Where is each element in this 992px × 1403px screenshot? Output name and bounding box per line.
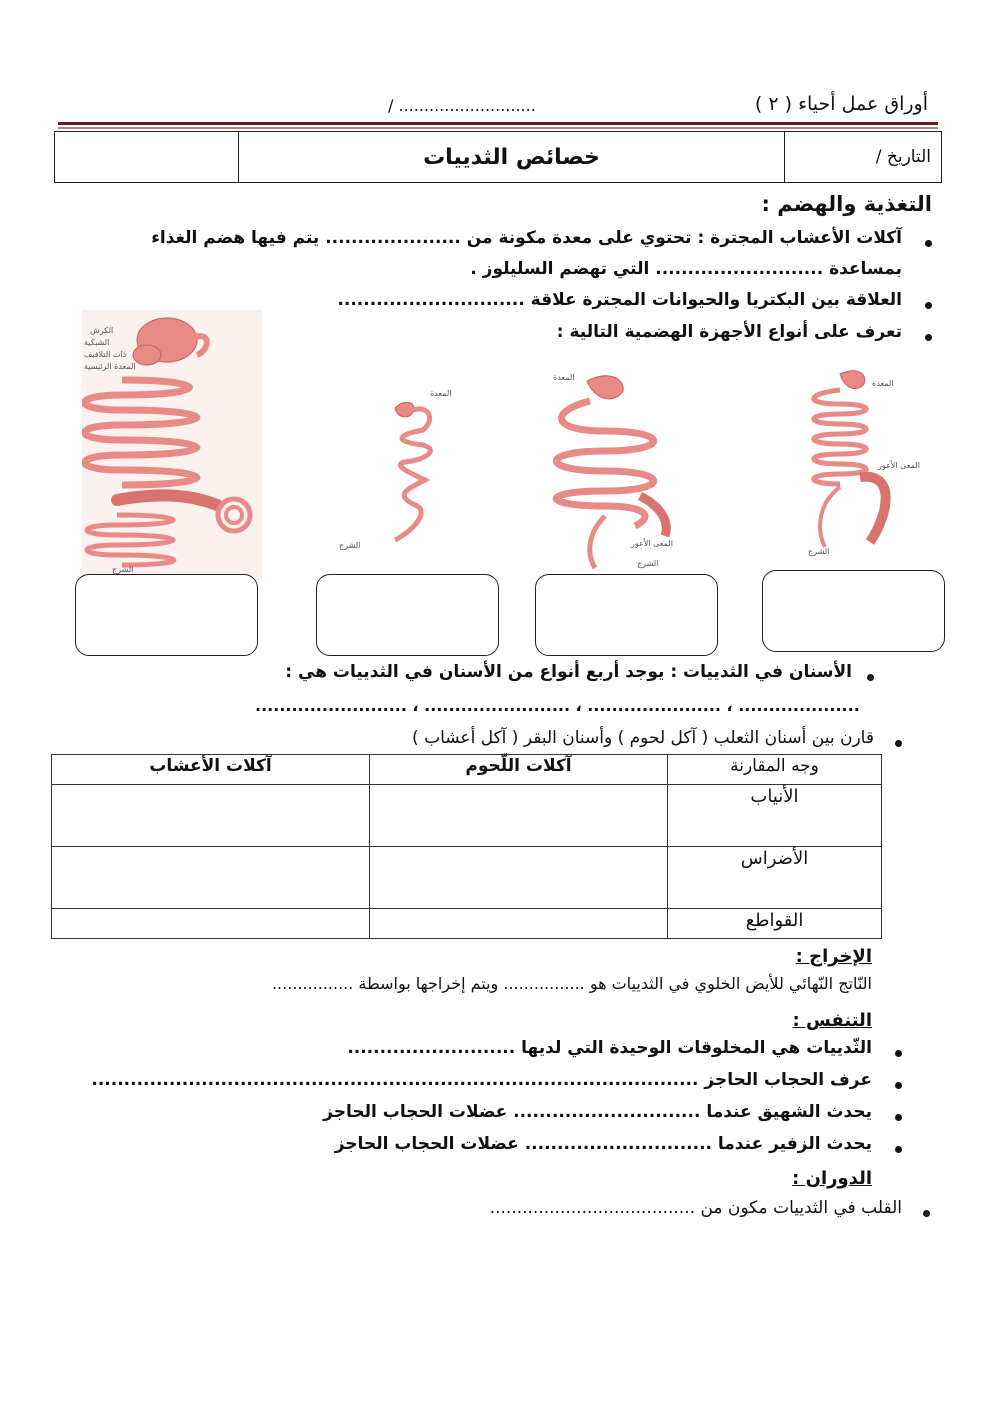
circulation-b1: القلب في الثدييات مكون من ...................................... [489, 1198, 902, 1218]
row-label-cell [668, 785, 882, 847]
header-comparison: وجه المقارنة [730, 756, 819, 776]
respiration-b4: يحدث الزفير عندما ............................. عضلات الحجاب الحاجز [334, 1134, 872, 1154]
header-carnivores: آكلات اللّحوم [465, 756, 572, 776]
name-blank[interactable]: / ........................... [388, 96, 536, 115]
bullet-dot [867, 674, 874, 681]
bullet-dot [895, 1082, 902, 1089]
answer-cell[interactable] [52, 909, 370, 939]
bullet-dot [925, 302, 932, 309]
answer-cell[interactable] [370, 909, 668, 939]
excretion-heading: الإخراج : [795, 946, 872, 967]
answer-cell[interactable] [52, 785, 370, 847]
answer-box-3[interactable] [535, 574, 718, 656]
diagram-label: المعدة الرئيسية [84, 362, 136, 371]
page-title: خصائص الثدييات [423, 144, 600, 170]
bullet-dot [895, 740, 902, 747]
diagram-label: الشرج [112, 565, 134, 574]
row-label-incisors: القواطع [745, 910, 804, 931]
bullet-dot [923, 1210, 930, 1217]
respiration-heading: التنفس : [792, 1010, 872, 1031]
respiration-b2: عرف الحجاب الحاجز .............................................................................................. [91, 1070, 872, 1090]
blank-cell [55, 132, 239, 183]
diagram-label: المعدة [430, 389, 452, 398]
respiration-b3: يحدث الشهيق عندما ............................. عضلات الحجاب الحاجز [323, 1102, 872, 1122]
diagram-label: الشبكية [84, 338, 110, 347]
diagram-label: الكرش [90, 326, 114, 335]
answer-box-2[interactable] [316, 574, 499, 656]
diagram-label: الشرج [637, 559, 659, 568]
bullet-dot [895, 1114, 902, 1121]
respiration-b1: الثّدييات هي المخلوقات الوحيدة التي لديها .......................... [347, 1038, 872, 1058]
bullet-dot [925, 334, 932, 341]
date-label: التاريخ / [875, 147, 931, 167]
row-label-canines: الأنياب [750, 786, 799, 807]
answer-cell[interactable] [370, 847, 668, 909]
answer-cell[interactable] [370, 785, 668, 847]
header-cell [52, 755, 370, 785]
answer-cell[interactable] [52, 847, 370, 909]
circulation-heading: الدوران : [792, 1168, 872, 1189]
header-rule [58, 122, 938, 125]
carnivore-digestive-diagram [335, 380, 475, 555]
header-cell [370, 755, 668, 785]
date-cell[interactable] [785, 132, 942, 183]
diagram-label: المعدة [872, 379, 894, 388]
diagram-label: الشرج [339, 541, 361, 550]
nutrition-bullet1-line2: بمساعدة .......................... التي تهضم السليلوز . [470, 259, 902, 279]
row-label-cell [668, 847, 882, 909]
title-cell [239, 132, 785, 183]
diagram-label: المعى الأعور [631, 539, 673, 548]
bullet-dot [925, 240, 932, 247]
answer-box-1[interactable] [75, 574, 258, 656]
stomach-shape [587, 376, 623, 399]
worksheet-label: أوراق عمل أحياء ( ٢ ) [754, 93, 928, 115]
teeth-blanks[interactable]: ......................... ، ........................ ، ...................... ، .................... [255, 696, 860, 715]
header-cell [668, 755, 882, 785]
diagram-label: ذات التلافيف [84, 350, 127, 359]
answer-box-4[interactable] [762, 570, 945, 652]
bullet-dot [895, 1146, 902, 1153]
diagram-label: المعى الأعور [878, 461, 920, 470]
teeth-bullet: الأسنان في الثدييات : يوجد أربع أنواع من الأسنان في الثدييات هي : [285, 662, 852, 682]
ruminant-digestive-diagram [82, 310, 262, 580]
row-label-cell [668, 909, 882, 939]
omnivore-digestive-diagram [545, 356, 685, 571]
nutrition-bullet1-line1: آكلات الأعشاب المجترة : تحتوي على معدة مكونة من ..................... يتم فيها هضم الغذاء [151, 228, 902, 248]
stomach-shape [840, 371, 865, 389]
nutrition-heading: التغذية والهضم : [761, 192, 932, 216]
stomach-shape [395, 402, 414, 417]
row-label-molars: الأضراس [740, 848, 809, 869]
excretion-text: النّاتج النّهائي للأيض الخلوي في الثدييات هو ................ ويتم إخراجها بواسطة ................ [271, 974, 872, 993]
header-rule-thin [58, 127, 938, 129]
nutrition-bullet3: تعرف على أنواع الأجهزة الهضمية التالية : [556, 322, 902, 342]
diagram-label: المعدة [553, 373, 575, 382]
diagram-label: الشرج [808, 547, 830, 556]
header-herbivores: آكلات الأعشاب [149, 756, 272, 776]
comparison-table [51, 754, 882, 939]
bullet-dot [895, 1050, 902, 1057]
nutrition-bullet2: العلاقة بين البكتريا والحيوانات المجترة علاقة ............................. [337, 290, 902, 310]
title-table [54, 131, 942, 183]
teeth-compare: قارن بين أسنان الثعلب ( آكل لحوم ) وأسنان البقر ( آكل أعشاب ) [412, 728, 874, 748]
herbivore-digestive-diagram [800, 362, 920, 562]
